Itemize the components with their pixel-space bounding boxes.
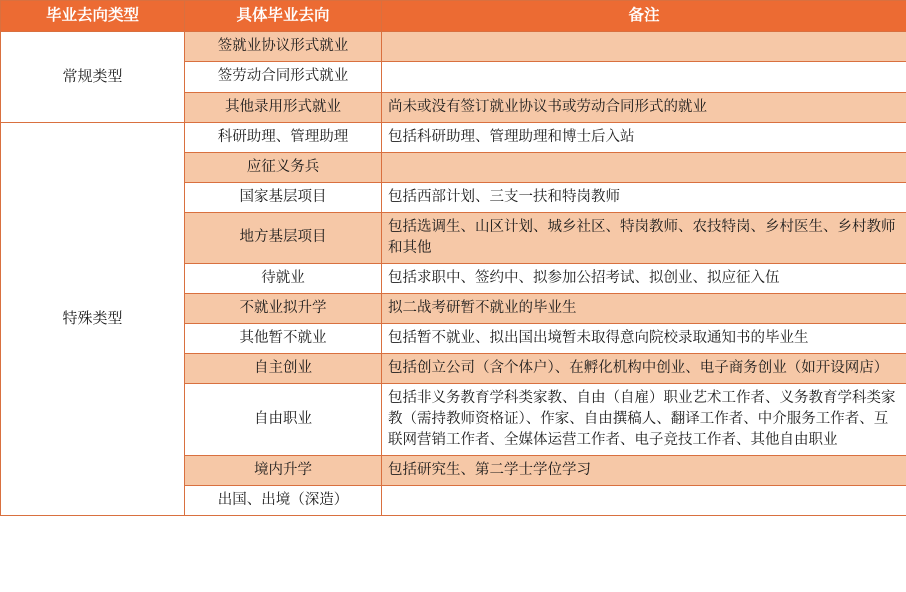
header-note: 备注 [382, 1, 906, 32]
note-cell: 拟二战考研暂不就业的毕业生 [382, 293, 906, 323]
note-cell: 包括选调生、山区计划、城乡社区、特岗教师、农技特岗、乡村医生、乡村教师和其他 [382, 212, 906, 263]
destination-cell: 境内升学 [185, 455, 382, 485]
note-cell: 包括西部计划、三支一扶和特岗教师 [382, 182, 906, 212]
destination-cell: 自主创业 [185, 353, 382, 383]
table-row [1, 32, 906, 62]
note-cell: 包括研究生、第二学士学位学习 [382, 455, 906, 485]
note-cell: 包括创立公司（含个体户）、在孵化机构中创业、电子商务创业（如开设网店） [382, 353, 906, 383]
note-cell: 包括暂不就业、拟出国出境暂未取得意向院校录取通知书的毕业生 [382, 323, 906, 353]
note-cell: 尚未或没有签订就业协议书或劳动合同形式的就业 [382, 92, 906, 122]
category-cell: 常规类型 [1, 32, 185, 122]
destination-cell: 签劳动合同形式就业 [185, 62, 382, 92]
note-cell [382, 32, 906, 62]
header-category: 毕业去向类型 [1, 1, 185, 32]
note-cell: 包括非义务教育学科类家教、自由（自雇）职业艺术工作者、义务教育学科类家教（需持教师资格证）、作家、自由撰稿人、翻译工作者、中介服务工作者、互联网营销工作者、全媒体运营工作者、电子竞技工作者、其他自由职业 [382, 383, 906, 455]
header-row [1, 1, 906, 32]
destination-cell: 出国、出境（深造） [185, 485, 382, 515]
destination-cell: 自由职业 [185, 383, 382, 455]
destination-cell: 签就业协议形式就业 [185, 32, 382, 62]
note-cell: 包括科研助理、管理助理和博士后入站 [382, 122, 906, 152]
destination-cell: 不就业拟升学 [185, 293, 382, 323]
note-cell [382, 485, 906, 515]
destination-cell: 国家基层项目 [185, 182, 382, 212]
destination-cell: 其他暂不就业 [185, 323, 382, 353]
destination-cell: 待就业 [185, 263, 382, 293]
header-destination: 具体毕业去向 [185, 1, 382, 32]
table-body [1, 32, 906, 515]
note-cell [382, 62, 906, 92]
note-cell [382, 152, 906, 182]
table-header [1, 1, 906, 32]
destination-cell: 应征义务兵 [185, 152, 382, 182]
destination-cell: 地方基层项目 [185, 212, 382, 263]
note-cell: 包括求职中、签约中、拟参加公招考试、拟创业、拟应征入伍 [382, 263, 906, 293]
category-cell: 特殊类型 [1, 122, 185, 515]
destination-cell: 科研助理、管理助理 [185, 122, 382, 152]
table-row [1, 122, 906, 152]
destination-cell: 其他录用形式就业 [185, 92, 382, 122]
